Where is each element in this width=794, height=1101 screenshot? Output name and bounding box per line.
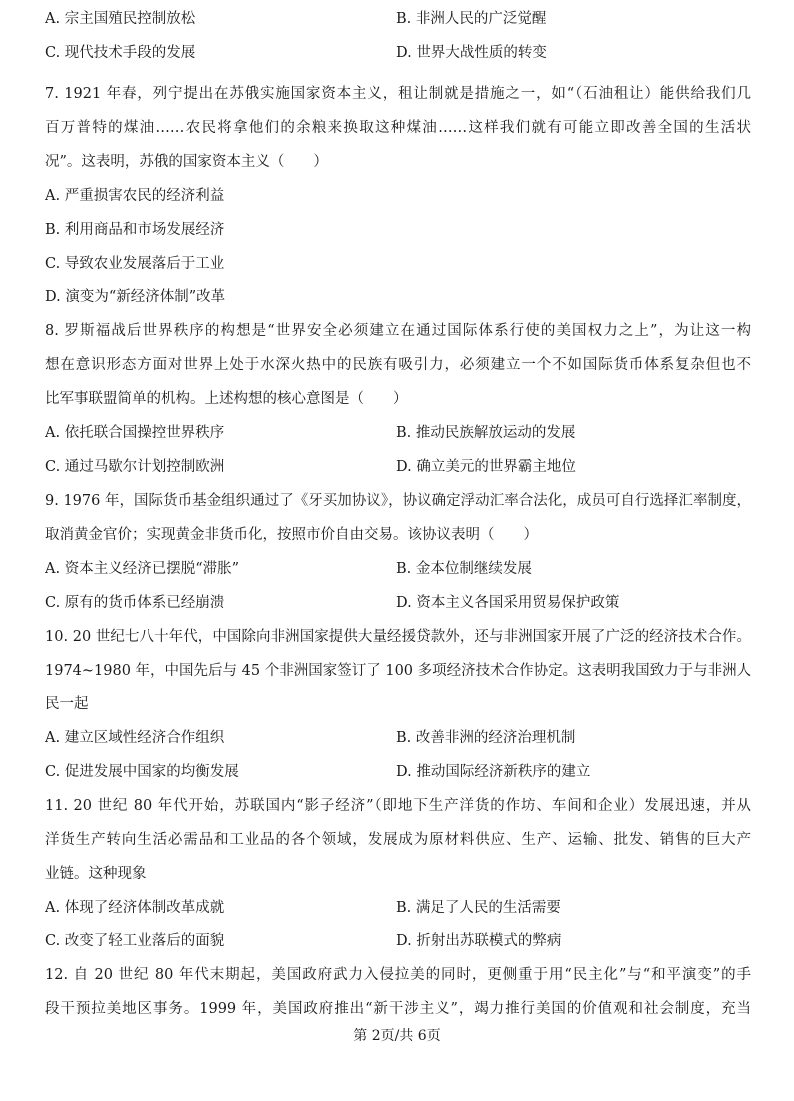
- q11-stem-line-1: 11. 20 世纪 80 年代开始，苏联国内“影子经济”（即地下生产洋货的作坊、车间和企业）发展迅速，并从: [45, 798, 751, 814]
- q10-option-a: A. 建立区域性经济合作组织: [45, 730, 225, 746]
- q10-option-b: B. 改善非洲的经济治理机制: [396, 730, 576, 746]
- q10-stem-line-1: 10. 20 世纪七八十年代，中国除向非洲国家提供大量经援贷款外，还与非洲国家开展了广泛的经济技术合作。: [45, 629, 751, 645]
- q7-option-c: C. 导致农业发展落后于工业: [45, 256, 225, 272]
- q9-option-d: D. 资本主义各国采用贸易保护政策: [396, 595, 620, 611]
- prev-option-a: A. 宗主国殖民控制放松: [45, 11, 196, 27]
- q10-stem-line-3: 民一起: [45, 696, 89, 712]
- q9-stem-line-1: 9. 1976 年，国际货币基金组织通过了《牙买加协议》，协议确定浮动汇率合法化，成员可自行选择汇率制度，: [45, 493, 751, 509]
- prev-option-d: D. 世界大战性质的转变: [396, 45, 547, 61]
- page-footer: 第 2页/共 6页: [353, 1028, 441, 1044]
- q8-stem-line-2: 想在意识形态方面对世界上处于水深火热中的民族有吸引力，必须建立一个不如国际货币体系复杂但也不: [45, 357, 751, 373]
- prev-option-c: C. 现代技术手段的发展: [45, 45, 196, 61]
- q8-stem-line-1: 8. 罗斯福战后世界秩序的构想是“世界安全必须建立在通过国际体系行使的美国权力之上”，为让这一构: [45, 323, 751, 339]
- q11-option-d: D. 折射出苏联模式的弊病: [396, 933, 562, 949]
- q10-stem-line-2: 1974~1980 年，中国先后与 45 个非洲国家签订了 100 多项经济技术合作协定。这表明我国致力于与非洲人: [45, 663, 752, 679]
- q11-stem-line-3: 业链。这种现象: [45, 866, 147, 882]
- q9-option-a: A. 资本主义经济已摆脱“滞胀”: [45, 561, 240, 577]
- q8-option-b: B. 推动民族解放运动的发展: [396, 425, 576, 441]
- q10-option-c: C. 促进发展中国家的均衡发展: [45, 764, 239, 780]
- q11-option-c: C. 改变了轻工业落后的面貌: [45, 933, 225, 949]
- q8-stem-line-3: 比军事联盟简单的机构。上述构想的核心意图是（ ）: [45, 391, 408, 407]
- q8-option-c: C. 通过马歇尔计划控制欧洲: [45, 459, 225, 475]
- q12-stem-line-2: 段干预拉美地区事务。1999 年，美国政府推出“新干涉主义”，竭力推行美国的价值观和社会制度，充当: [45, 1001, 751, 1017]
- q7-stem-line-3: 况”。这表明，苏俄的国家资本主义（ ）: [45, 154, 328, 170]
- q7-option-b: B. 利用商品和市场发展经济: [45, 222, 225, 238]
- q11-option-b: B. 满足了人民的生活需要: [396, 900, 561, 916]
- q9-option-b: B. 金本位制继续发展: [396, 561, 532, 577]
- q9-option-c: C. 原有的货币体系已经崩溃: [45, 595, 225, 611]
- q7-stem-line-2: 百万普特的煤油……农民将拿他们的余粮来换取这种煤油……这样我们就有可能立即改善全国的生活状: [45, 120, 751, 136]
- q11-stem-line-2: 洋货生产转向生活必需品和工业品的各个领域，发展成为原材料供应、生产、运输、批发、销售的巨大产: [45, 832, 751, 848]
- q12-stem-line-1: 12. 自 20 世纪 80 年代末期起，美国政府武力入侵拉美的同时，更侧重于用“民主化”与“和平演变”的手: [45, 967, 751, 983]
- prev-option-b: B. 非洲人民的广泛觉醒: [396, 11, 547, 27]
- q7-option-a: A. 严重损害农民的经济利益: [45, 188, 225, 204]
- q11-option-a: A. 体现了经济体制改革成就: [45, 900, 225, 916]
- q7-stem-line-1: 7. 1921 年春，列宁提出在苏俄实施国家资本主义，租让制就是措施之一，如“（石油租让）能供给我们几: [45, 86, 751, 102]
- q7-option-d: D. 演变为“新经济体制”改革: [45, 289, 226, 305]
- q10-option-d: D. 推动国际经济新秩序的建立: [396, 764, 591, 780]
- q8-option-a: A. 依托联合国操控世界秩序: [45, 425, 225, 441]
- q9-stem-line-2: 取消黄金官价；实现黄金非货币化，按照市价自由交易。该协议表明（ ）: [45, 527, 538, 543]
- q8-option-d: D. 确立美元的世界霸主地位: [396, 459, 576, 475]
